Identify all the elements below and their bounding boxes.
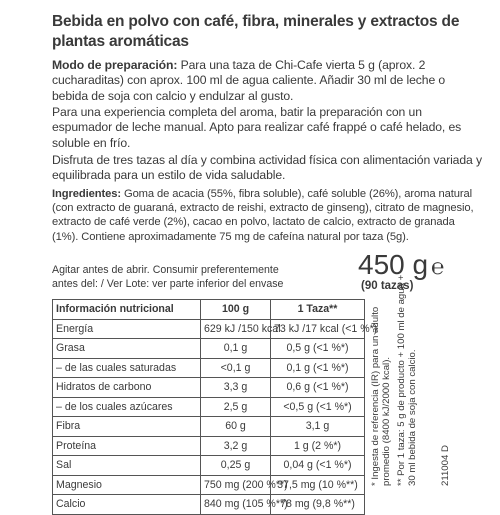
nutrient-label: – de los cuales azúcares [53,397,201,417]
product-title: Bebida en polvo con café, fibra, minerales y extractos de plantas aromáticas [52,13,460,50]
per-100g-value: 0,25 g [201,456,271,476]
header-per-cup: 1 Taza** [271,300,365,320]
preparation-text: Para una taza de Chi-Cafe vierta 5 g (aprox. 2 cucharaditas) con aprox. 100 ml de agua caliente. Añadir 30 ml de leche o bebida de soja con calcio y endulzar al gusto. [52,58,446,103]
ingredients-text: Goma de acacia (55%, fibra soluble), café soluble (26%), aroma natural (con extracto de guaraná, extracto de reishi, extracto de ginseng), citrato de magnesio, extracto de café verde (2%), cacao en polvo, lactato de calcio, extracto de granada (1%). Contiene aproximadamente 75 mg de cafeína natural por taza (5g). [52,188,474,243]
table-row [53,436,365,456]
table-row [53,397,365,417]
enjoy-paragraph: Disfruta de tres tazas al día y combina actividad física con alimentación variada y equilibrada para un estilo de vida saludable. [52,153,482,183]
estimated-sign-icon: ℮ [431,254,445,279]
table-row [53,417,365,437]
table-row [53,358,365,378]
reference-intake-line-1: * Ingesta de referencia (IR) para un adulto [370,306,381,486]
table-row [53,495,365,515]
batch-code: 211004 D [440,445,451,486]
per-100g-value: 0,1 g [201,339,271,359]
preparation-paragraph [52,58,482,104]
net-weight: 450 g [358,249,429,280]
per-cup-value: 0,6 g (<1 %*) [271,378,365,398]
per-cup-value: 0,04 g (<1 %*) [271,456,365,476]
ingredients-label: Ingredientes: [52,188,121,200]
per-cup-note-line-2: 30 ml bebida de soja con calcio. [407,349,418,486]
per-cup-value: 0,5 g (<1 %*) [271,339,365,359]
per-cup-value: 0,1 g (<1 %*) [271,358,365,378]
reference-intake-line-2: promedio (8400 kJ/2000 kcal). [381,356,392,486]
table-row [53,475,365,495]
table-row [53,339,365,359]
nutrient-label: – de las cuales saturadas [53,358,201,378]
per-100g-value: 629 kJ /150 kcal [201,319,271,339]
per-100g-value: 2,5 g [201,397,271,417]
per-100g-value: 60 g [201,417,271,437]
per-cup-value: 78 mg (9,8 %**) [271,495,365,515]
per-100g-value: 3,2 g [201,436,271,456]
per-100g-value: <0,1 g [201,358,271,378]
storage-line-1: Agitar antes de abrir. Consumir preferentemente [52,264,279,276]
experience-paragraph: Para una experiencia completa del aroma, batir la preparación con un espumador de leche manual. Apto para realizar café frappé o café helado, es soluble en frío. [52,105,462,150]
header-nutrition-info: Información nutricional [53,300,201,320]
per-100g-value: 840 mg (105 %**) [201,495,271,515]
preparation-label: Modo de preparación: [52,58,178,72]
per-cup-note [396,275,418,486]
per-cup-value: 1 g (2 %*) [271,436,365,456]
nutrient-label: Sal [53,456,201,476]
per-100g-value: 3,3 g [201,378,271,398]
per-cup-value: 73 kJ /17 kcal (<1 %*) [271,319,365,339]
nutrient-label: Magnesio [53,475,201,495]
servings-count: (90 tazas) [361,280,414,292]
nutrient-label: Energía [53,319,201,339]
nutrient-label: Hidratos de carbono [53,378,201,398]
reference-intake-note [370,307,392,486]
per-cup-note-line-1: ** Por 1 taza: 5 g de producto + 100 ml de agua + [396,274,407,486]
per-cup-value: <0,5 g (<1 %*) [271,397,365,417]
nutrient-label: Proteína [53,436,201,456]
per-100g-value: 750 mg (200 %**) [201,475,271,495]
storage-note [52,263,352,291]
nutrient-label: Calcio [53,495,201,515]
table-row [53,319,365,339]
table-row [53,456,365,476]
storage-line-2: antes del: / Ver Lote: ver parte inferior del envase [52,278,284,290]
per-cup-value: 37,5 mg (10 %**) [271,475,365,495]
ingredients-paragraph [52,187,482,244]
nutrition-header-row [53,300,365,320]
per-cup-value: 3,1 g [271,417,365,437]
table-row [53,378,365,398]
nutrient-label: Fibra [53,417,201,437]
header-per-100g: 100 g [201,300,271,320]
nutrient-label: Grasa [53,339,201,359]
